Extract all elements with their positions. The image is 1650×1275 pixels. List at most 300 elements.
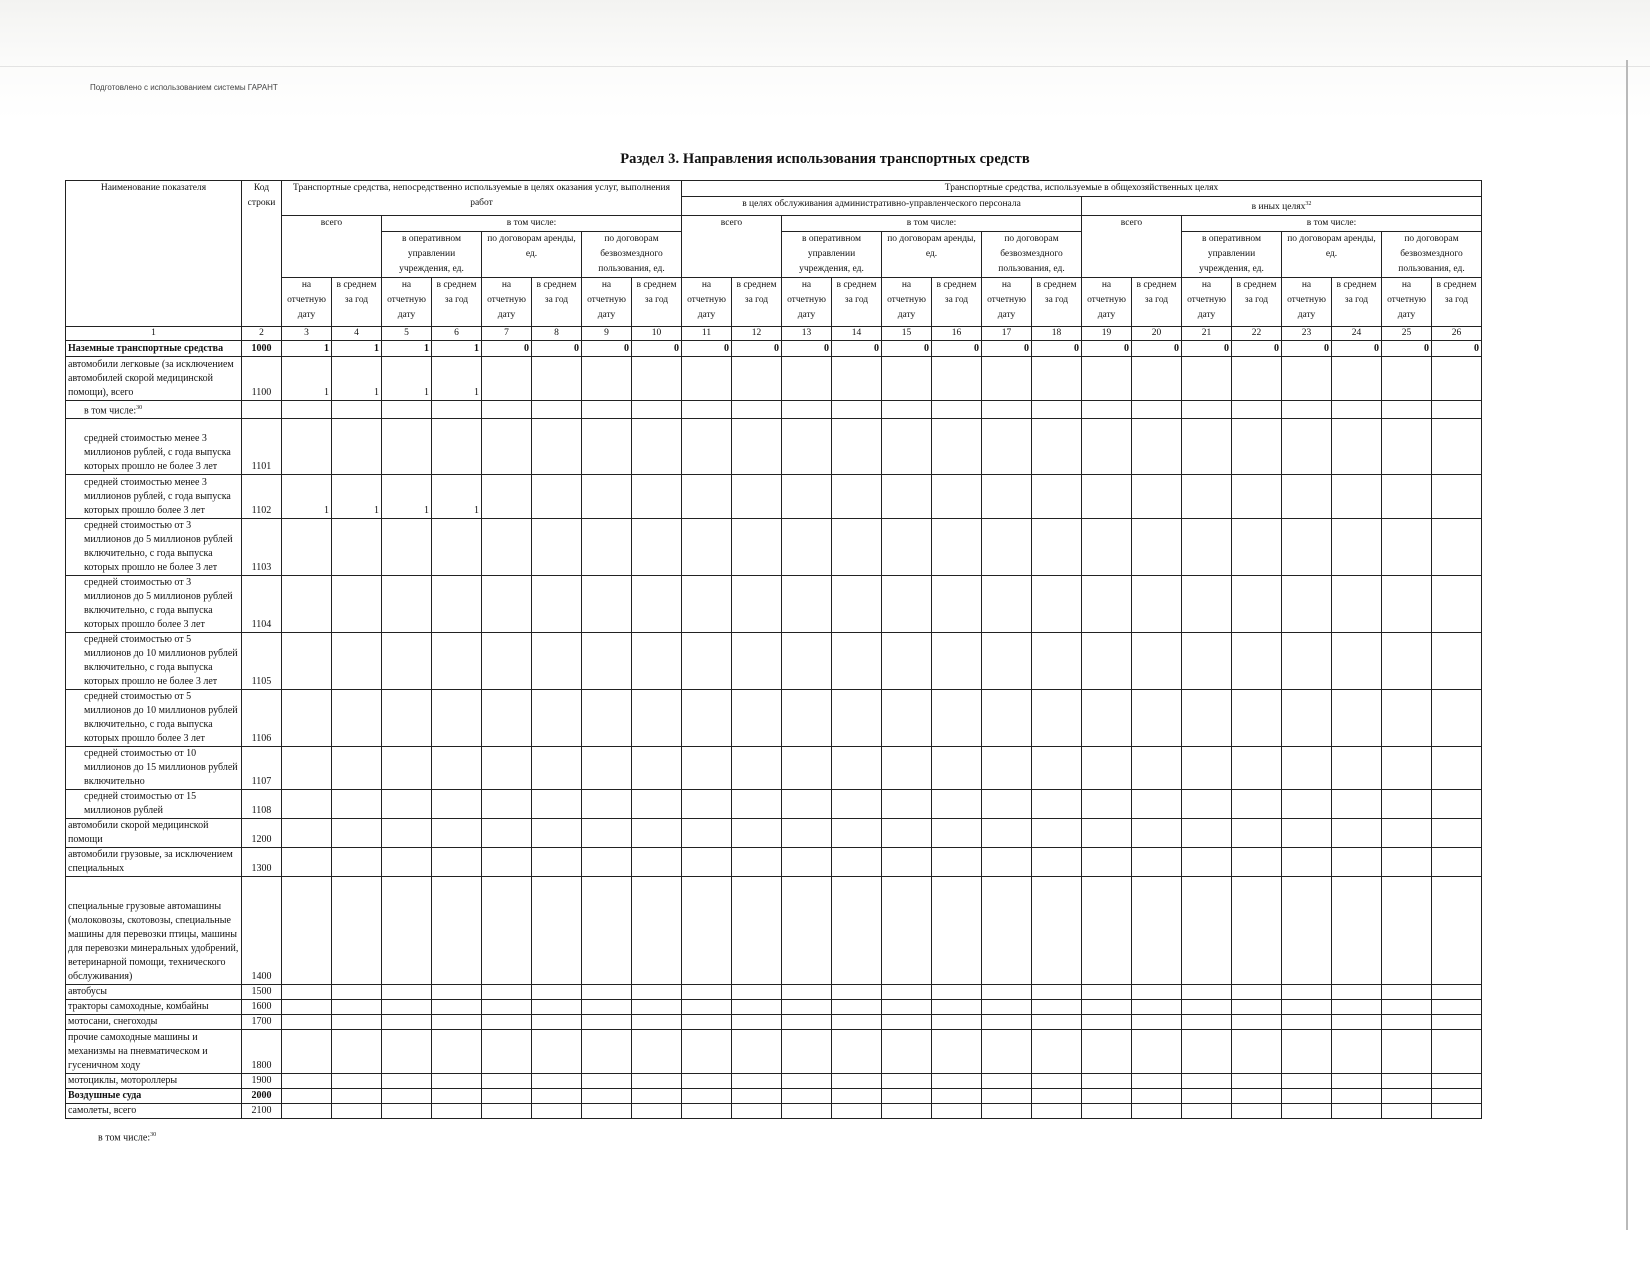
value-cell [1332,690,1382,747]
header-other-operative: в оперативном управлении учреждения, ед. [1182,232,1282,278]
row-code: 1104 [242,576,282,633]
value-cell: 0 [582,341,632,357]
value-cell [782,1074,832,1089]
value-cell [882,819,932,848]
row-code: 1106 [242,690,282,747]
header-at-date: на отчетную дату [282,278,332,327]
value-cell [1032,576,1082,633]
value-cell [1132,1104,1182,1119]
header-avg-year: в среднем за год [632,278,682,327]
value-cell [782,747,832,790]
table-row [66,1030,1482,1074]
header-avg-year: в среднем за год [432,278,482,327]
value-cell [582,690,632,747]
row-name [66,819,242,848]
value-cell [1232,1015,1282,1030]
value-cell [1432,848,1482,877]
value-cell [1282,790,1332,819]
row-code: 1101 [242,419,282,475]
value-cell [782,1015,832,1030]
value-cell [1032,790,1082,819]
table-row [66,690,1482,747]
value-cell [1432,985,1482,1000]
value-cell [332,1104,382,1119]
row-name [66,1030,242,1074]
value-cell [1182,819,1232,848]
value-cell [532,475,582,519]
value-cell [482,877,532,985]
value-cell [1232,848,1282,877]
value-cell [832,1015,882,1030]
table-row [66,819,1482,848]
value-cell [482,576,532,633]
row-name-text: средней стоимостью от 10 миллионов до 15 миллионов рублей включительно [84,748,238,788]
header-at-date: на отчетную дату [1082,278,1132,327]
row-code: 1900 [242,1074,282,1089]
row-name-text: средней стоимостью от 3 миллионов до 5 миллионов рублей включительно, с года выпуска которых прошло не более 3 лет [84,520,233,574]
value-cell [832,790,882,819]
value-cell [832,419,882,475]
value-cell [482,419,532,475]
value-cell [382,877,432,985]
value-cell [1082,747,1132,790]
value-cell [932,877,982,985]
value-cell [832,1000,882,1015]
row-name [66,401,242,419]
row-name [66,633,242,690]
value-cell [482,848,532,877]
value-cell [632,1000,682,1015]
value-cell [432,819,482,848]
value-cell [1332,985,1382,1000]
value-cell [532,790,582,819]
value-cell [832,1030,882,1074]
table-row [66,475,1482,519]
value-cell [332,633,382,690]
tail-note [98,1132,156,1143]
value-cell [282,1104,332,1119]
value-cell [1182,357,1232,401]
value-cell [1082,1074,1132,1089]
column-number: 6 [432,327,482,341]
value-cell [1182,576,1232,633]
value-cell [632,848,682,877]
value-cell [532,1074,582,1089]
value-cell [882,475,932,519]
value-cell [382,419,432,475]
column-number: 24 [1332,327,1382,341]
value-cell [532,633,582,690]
row-code: 1800 [242,1030,282,1074]
value-cell [482,1074,532,1089]
value-cell [882,1074,932,1089]
row-code: 1700 [242,1015,282,1030]
column-number: 8 [532,327,582,341]
value-cell [1382,747,1432,790]
value-cell [732,1000,782,1015]
value-cell [1382,633,1432,690]
value-cell [532,1089,582,1104]
value-cell [632,690,682,747]
row-name-text: мотоциклы, мотороллеры [68,1075,178,1087]
row-name [66,1000,242,1015]
value-cell [682,690,732,747]
value-cell [1282,633,1332,690]
value-cell [1082,475,1132,519]
value-cell [932,1074,982,1089]
header-avg-year: в среднем за год [332,278,382,327]
value-cell [582,1015,632,1030]
value-cell [632,519,682,576]
value-cell [1282,1074,1332,1089]
value-cell [282,419,332,475]
value-cell [732,985,782,1000]
value-cell [982,877,1032,985]
value-cell [632,819,682,848]
value-cell [882,747,932,790]
value-cell [1182,1015,1232,1030]
scan-edge-top [0,66,1650,67]
value-cell [782,790,832,819]
row-code: 1105 [242,633,282,690]
header-at-date: на отчетную дату [1382,278,1432,327]
header-at-date: на отчетную дату [382,278,432,327]
value-cell [532,1104,582,1119]
value-cell [782,1000,832,1015]
table-row [66,401,1482,419]
row-name-text: средней стоимостью от 3 миллионов до 5 миллионов рублей включительно, с года выпуска которых прошло более 3 лет [84,577,233,631]
row-name [66,419,242,475]
value-cell [1332,1074,1382,1089]
value-cell [432,576,482,633]
value-cell: 0 [932,341,982,357]
header-other-lease: по договорам аренды, ед. [1282,232,1382,278]
value-cell: 1 [332,341,382,357]
value-cell [332,690,382,747]
value-cell [1432,690,1482,747]
value-cell [482,357,532,401]
value-cell [1182,877,1232,985]
value-cell [532,419,582,475]
value-cell [532,576,582,633]
value-cell: 1 [382,341,432,357]
value-cell [632,401,682,419]
value-cell [632,1015,682,1030]
value-cell [1282,1000,1332,1015]
value-cell [632,357,682,401]
value-cell [482,747,532,790]
value-cell [1082,985,1132,1000]
value-cell [682,819,732,848]
value-cell [1182,633,1232,690]
header-at-date: на отчетную дату [482,278,532,327]
row-name-text: автомобили скорой медицинской помощи [68,820,209,846]
value-cell [482,519,532,576]
value-cell [1132,848,1182,877]
row-name-text: автомобили грузовые, за исключением специальных [68,849,233,875]
row-name [66,1104,242,1119]
value-cell [1282,877,1332,985]
value-cell [1182,475,1232,519]
value-cell: 0 [1282,341,1332,357]
header-avg-year: в среднем за год [1232,278,1282,327]
value-cell [532,747,582,790]
row-name [66,848,242,877]
value-cell [1332,1030,1382,1074]
value-cell [832,576,882,633]
table-row [66,519,1482,576]
table-row [66,576,1482,633]
value-cell [282,848,332,877]
value-cell [1132,401,1182,419]
value-cell [1432,819,1482,848]
table-row [66,357,1482,401]
header-at-date: на отчетную дату [882,278,932,327]
value-cell [832,848,882,877]
value-cell [732,1030,782,1074]
value-cell [732,690,782,747]
value-cell [1182,401,1232,419]
value-cell [1182,1104,1232,1119]
row-name-text: тракторы самоходные, комбайны [68,1001,209,1013]
value-cell [332,1074,382,1089]
value-cell [782,848,832,877]
value-cell [532,401,582,419]
value-cell [1282,475,1332,519]
column-number: 3 [282,327,332,341]
row-name-text: Наземные транспортные средства [68,343,224,355]
value-cell: 1 [282,357,332,401]
header-code: Код строки [242,181,282,327]
header-avg-year: в среднем за год [932,278,982,327]
value-cell [832,1104,882,1119]
value-cell [1232,747,1282,790]
value-cell [1382,1030,1432,1074]
value-cell [932,1015,982,1030]
value-cell [782,877,832,985]
value-cell [982,848,1032,877]
value-cell [1182,690,1232,747]
header-name: Наименование показателя [66,181,242,327]
value-cell [1282,1104,1332,1119]
value-cell [1432,877,1482,985]
value-cell [332,1000,382,1015]
value-cell [632,1030,682,1074]
value-cell [1332,1089,1382,1104]
value-cell [932,419,982,475]
value-cell [1332,848,1382,877]
value-cell [782,576,832,633]
value-cell [1132,519,1182,576]
row-code: 1102 [242,475,282,519]
value-cell [1432,790,1482,819]
value-cell [1432,576,1482,633]
table-row [66,848,1482,877]
value-cell [1432,419,1482,475]
value-cell [632,747,682,790]
value-cell [1232,1000,1282,1015]
value-cell [1182,790,1232,819]
value-cell: 0 [982,341,1032,357]
value-cell [532,1000,582,1015]
value-cell [582,747,632,790]
value-cell [1382,985,1432,1000]
value-cell [432,848,482,877]
value-cell [882,790,932,819]
value-cell [832,401,882,419]
value-cell [482,1030,532,1074]
value-cell [482,633,532,690]
value-cell [582,576,632,633]
value-cell [782,690,832,747]
value-cell [582,819,632,848]
value-cell [732,1015,782,1030]
value-cell [982,419,1032,475]
value-cell: 1 [282,475,332,519]
column-number: 11 [682,327,732,341]
value-cell [682,1104,732,1119]
value-cell: 0 [1232,341,1282,357]
value-cell [1132,1074,1182,1089]
value-cell [1232,690,1282,747]
value-cell [1082,848,1132,877]
column-number: 12 [732,327,782,341]
value-cell [1382,576,1432,633]
value-cell [1132,790,1182,819]
value-cell: 1 [382,357,432,401]
value-cell [1332,633,1382,690]
value-cell [582,633,632,690]
value-cell [382,819,432,848]
value-cell [532,1030,582,1074]
value-cell [1182,1000,1232,1015]
column-number: 9 [582,327,632,341]
value-cell [332,401,382,419]
value-cell [682,401,732,419]
value-cell [732,877,782,985]
row-code: 1000 [242,341,282,357]
value-cell [832,1089,882,1104]
value-cell: 0 [1082,341,1132,357]
header-direct-total: всего [282,216,382,278]
value-cell [782,633,832,690]
value-cell [732,576,782,633]
header-direct-free: по договорам безвозмездного пользования, ед. [582,232,682,278]
value-cell [382,690,432,747]
row-name-text: мотосани, снегоходы [68,1016,158,1028]
column-number: 14 [832,327,882,341]
value-cell [732,1104,782,1119]
value-cell [932,1030,982,1074]
value-cell [1382,419,1432,475]
value-cell [382,848,432,877]
value-cell [1332,790,1382,819]
value-cell [482,985,532,1000]
row-code: 1200 [242,819,282,848]
value-cell [1382,1089,1432,1104]
section-title: Раздел 3. Направления использования транспортных средств [620,151,1030,167]
value-cell [932,519,982,576]
value-cell: 0 [732,341,782,357]
value-cell [1382,1000,1432,1015]
value-cell [332,819,382,848]
column-number: 13 [782,327,832,341]
value-cell [1332,1015,1382,1030]
value-cell [1332,1000,1382,1015]
value-cell [632,1089,682,1104]
row-name-text: автобусы [68,986,108,998]
value-cell [832,985,882,1000]
table-row [66,633,1482,690]
row-code: 2000 [242,1089,282,1104]
value-cell [982,1015,1032,1030]
value-cell [1232,877,1282,985]
header-admin: в целях обслуживания административно-управленческого персонала [682,197,1082,216]
value-cell [1082,1089,1132,1104]
value-cell [432,877,482,985]
value-cell [1232,419,1282,475]
value-cell [732,401,782,419]
row-name-text: специальные грузовые автомашины (молоковозы, скотовозы, специальные машины для перевозки птицы, машины для перевозки минеральных удобрений, ветеринарной помощи, технического обслуживания) [68,901,239,983]
value-cell [1132,1030,1182,1074]
value-cell [682,519,732,576]
value-cell [1332,819,1382,848]
value-cell [982,690,1032,747]
header-admin-free: по договорам безвозмездного пользования, ед. [982,232,1082,278]
value-cell: 0 [782,341,832,357]
value-cell [1432,1074,1482,1089]
value-cell [582,1000,632,1015]
value-cell [432,1015,482,1030]
row-code: 2100 [242,1104,282,1119]
value-cell [1132,819,1182,848]
row-name [66,877,242,985]
value-cell: 0 [882,341,932,357]
value-cell [632,790,682,819]
header-other-sup: 32 [1305,201,1312,207]
row-name-text: прочие самоходные машины и механизмы на пневматическом и гусеничном ходу [68,1032,208,1072]
value-cell [932,1000,982,1015]
value-cell [382,1000,432,1015]
value-cell [582,519,632,576]
value-cell [582,985,632,1000]
value-cell [332,747,382,790]
header-at-date: на отчетную дату [682,278,732,327]
table-row [66,877,1482,985]
value-cell [1082,576,1132,633]
value-cell [732,848,782,877]
value-cell [882,519,932,576]
value-cell [732,819,782,848]
table-row [66,1000,1482,1015]
header-other-free: по договорам безвозмездного пользования, ед. [1382,232,1482,278]
header-other-total: всего [1082,216,1182,278]
value-cell: 0 [682,341,732,357]
value-cell [1032,357,1082,401]
value-cell [332,877,382,985]
value-cell [1382,790,1432,819]
header-general: Транспортные средства, используемые в общехозяйственных целях [682,181,1482,197]
value-cell [682,419,732,475]
value-cell [732,419,782,475]
value-cell [1432,1104,1482,1119]
value-cell [282,985,332,1000]
value-cell [1182,519,1232,576]
table-row [66,341,1482,357]
value-cell [582,357,632,401]
value-cell [932,357,982,401]
value-cell [1082,357,1132,401]
